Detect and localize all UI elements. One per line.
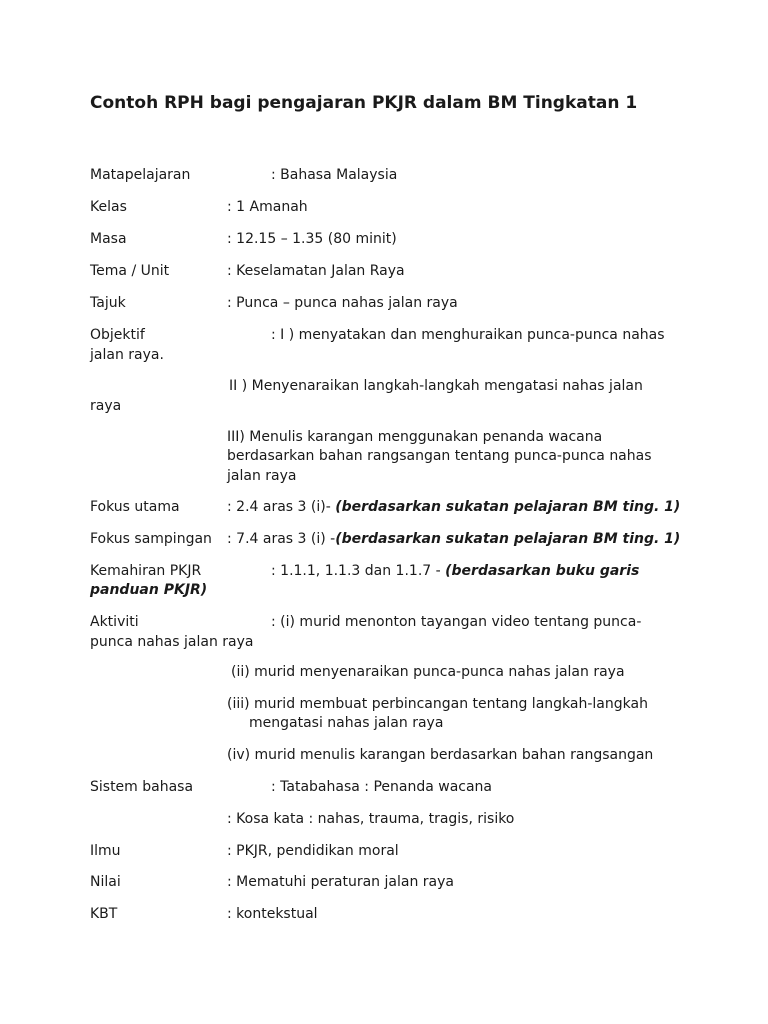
label-kbt: KBT bbox=[90, 906, 118, 922]
label-tema: Tema / Unit bbox=[90, 263, 170, 279]
label-fokus-utama: Fokus utama bbox=[90, 499, 180, 515]
kemahiran-note-cont: panduan PKJR) bbox=[90, 582, 208, 598]
value-tajuk: : Punca – punca nahas jalan raya bbox=[227, 295, 458, 311]
kemahiran-note: (berdasarkan buku garis bbox=[445, 563, 640, 579]
aktiviti-item-1: : (i) murid menonton tayangan video tentang punca- bbox=[271, 614, 642, 630]
aktiviti-item-1-cont: punca nahas jalan raya bbox=[90, 634, 254, 650]
objektif-item-3-cont-1: berdasarkan bahan rangsangan tentang punca-punca nahas bbox=[227, 448, 652, 464]
objektif-item-2-cont: raya bbox=[90, 398, 122, 414]
value-masa: : 12.15 – 1.35 (80 minit) bbox=[227, 231, 397, 247]
objektif-item-1: : I ) menyatakan dan menghuraikan punca-punca nahas bbox=[271, 327, 665, 343]
value-tatabahasa: : Tatabahasa : Penanda wacana bbox=[271, 779, 493, 795]
fokus-utama-note: (berdasarkan sukatan pelajaran BM ting. 1) bbox=[335, 499, 681, 515]
value-fokus-sampingan: : 7.4 aras 3 (i) -(berdasarkan sukatan pelajaran BM ting. 1) bbox=[227, 531, 681, 547]
objektif-item-3-cont-2: jalan raya bbox=[227, 468, 297, 484]
document-title: Contoh RPH bagi pengajaran PKJR dalam BM Tingkatan 1 bbox=[90, 93, 638, 113]
label-nilai: Nilai bbox=[90, 874, 121, 890]
label-objektif: Objektif bbox=[90, 327, 145, 343]
aktiviti-item-4: (iv) murid menulis karangan berdasarkan bahan rangsangan bbox=[227, 747, 654, 763]
value-ilmu: : PKJR, pendidikan moral bbox=[227, 843, 399, 859]
label-kemahiran: Kemahiran PKJR bbox=[90, 563, 202, 579]
value-kosa-kata: : Kosa kata : nahas, trauma, tragis, risiko bbox=[227, 811, 515, 827]
objektif-item-2: II ) Menyenaraikan langkah-langkah mengatasi nahas jalan bbox=[229, 378, 643, 394]
aktiviti-item-3-cont: mengatasi nahas jalan raya bbox=[249, 715, 444, 731]
fokus-sampingan-note: (berdasarkan sukatan pelajaran BM ting. 1) bbox=[335, 531, 681, 547]
value-kbt: : kontekstual bbox=[227, 906, 318, 922]
aktiviti-item-2: (ii) murid menyenaraikan punca-punca nahas jalan raya bbox=[231, 664, 625, 680]
value-matapelajaran: : Bahasa Malaysia bbox=[271, 167, 398, 183]
label-fokus-sampingan: Fokus sampingan bbox=[90, 531, 212, 547]
label-kelas: Kelas bbox=[90, 199, 127, 215]
value-tema: : Keselamatan Jalan Raya bbox=[227, 263, 405, 279]
value-fokus-utama: : 2.4 aras 3 (i)- (berdasarkan sukatan pelajaran BM ting. 1) bbox=[227, 499, 681, 515]
label-aktiviti: Aktiviti bbox=[90, 614, 139, 630]
label-tajuk: Tajuk bbox=[90, 295, 126, 311]
objektif-item-3: III) Menulis karangan menggunakan penanda wacana bbox=[227, 429, 603, 445]
label-ilmu: Ilmu bbox=[90, 843, 121, 859]
objektif-item-1-cont: jalan raya. bbox=[90, 347, 164, 363]
label-sistem-bahasa: Sistem bahasa bbox=[90, 779, 194, 795]
label-masa: Masa bbox=[90, 231, 127, 247]
aktiviti-item-3: (iii) murid membuat perbincangan tentang langkah-langkah bbox=[227, 696, 648, 712]
value-kelas: : 1 Amanah bbox=[227, 199, 308, 215]
value-nilai: : Mematuhi peraturan jalan raya bbox=[227, 874, 454, 890]
label-matapelajaran: Matapelajaran bbox=[90, 167, 191, 183]
value-kemahiran: : 1.1.1, 1.1.3 dan 1.1.7 - (berdasarkan buku garis bbox=[271, 563, 640, 579]
